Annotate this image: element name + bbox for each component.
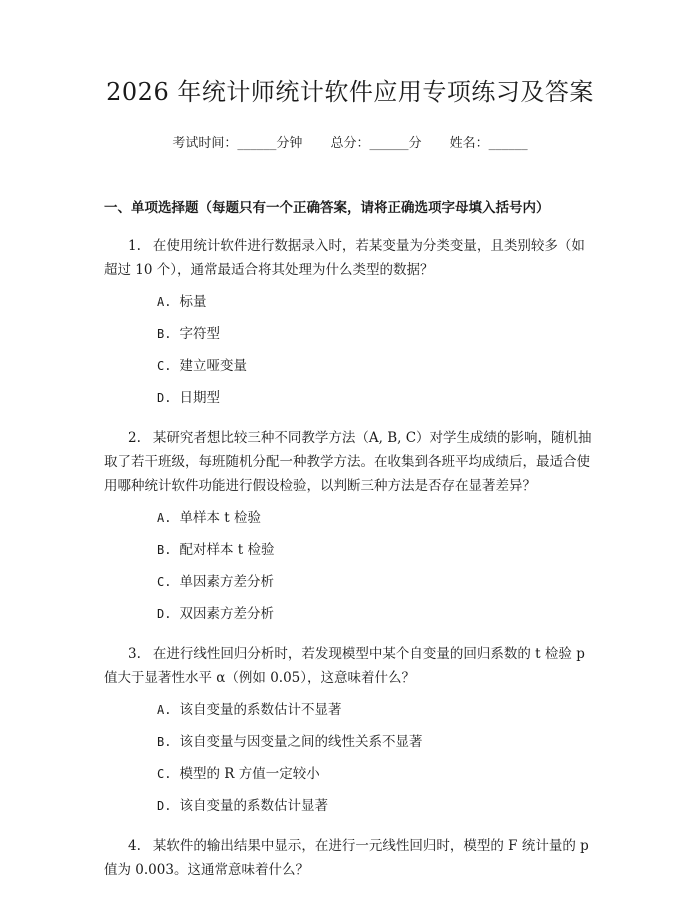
option-letter: D. <box>157 606 172 621</box>
option-text: 建立哑变量 <box>179 357 247 374</box>
option-c <box>104 762 596 786</box>
option-letter: C. <box>157 358 172 373</box>
document-title: 2026 年统计师统计软件应用专项练习及答案 <box>106 78 594 106</box>
option-a <box>104 290 596 314</box>
option-letter: B. <box>157 734 172 749</box>
option-c <box>104 570 596 594</box>
option-letter: A. <box>157 294 172 309</box>
question-number: 2. <box>128 429 141 446</box>
question-2-options <box>104 506 596 626</box>
question-1 <box>104 234 596 282</box>
option-letter: A. <box>157 510 172 525</box>
question-text: 在进行线性回归分析时，若发现模型中某个自变量的回归系数的 t 检验 p 值大于显著性水平 α（例如 0.05），这意味着什么？ <box>104 645 585 686</box>
total-score-field: 总分：______分 <box>330 135 422 151</box>
option-text: 双因素方差分析 <box>179 605 274 622</box>
option-text: 单样本 t 检验 <box>179 509 261 526</box>
option-letter: D. <box>157 390 172 405</box>
option-d <box>104 602 596 626</box>
option-letter: D. <box>157 798 172 813</box>
option-d <box>104 794 596 818</box>
exam-time-field: 考试时间：______分钟 <box>172 135 303 151</box>
option-text: 字符型 <box>179 325 220 342</box>
question-number: 4. <box>128 837 141 854</box>
option-text: 标量 <box>179 293 207 310</box>
option-c <box>104 354 596 378</box>
option-letter: C. <box>157 766 172 781</box>
question-1-options <box>104 290 596 410</box>
question-text: 某研究者想比较三种不同教学方法（A, B, C）对学生成绩的影响，随机抽取了若干班级，每班随机分配一种教学方法。在收集到各班平均成绩后，最适合使用哪种统计软件功能进行假设检验，以判断三种方法是否存在显著差异？ <box>104 429 592 494</box>
exam-meta-line <box>104 135 596 153</box>
option-letter: B. <box>157 542 172 557</box>
option-text: 日期型 <box>179 389 220 406</box>
question-text: 在使用统计软件进行数据录入时，若某变量为分类变量，且类别较多（如超过 10 个），通常最适合将其处理为什么类型的数据？ <box>104 237 585 278</box>
option-b <box>104 730 596 754</box>
question-3-options <box>104 698 596 818</box>
option-d <box>104 386 596 410</box>
option-text: 单因素方差分析 <box>179 573 274 590</box>
section-heading: 一、单项选择题（每题只有一个正确答案，请将正确选项字母填入括号内） <box>104 199 550 216</box>
question-number: 1. <box>128 237 141 254</box>
question-2 <box>104 426 596 498</box>
option-b <box>104 538 596 562</box>
option-a <box>104 698 596 722</box>
student-name-field: 姓名：______ <box>449 135 528 151</box>
question-4 <box>104 834 596 882</box>
option-letter: C. <box>157 574 172 589</box>
option-letter: A. <box>157 702 172 717</box>
option-text: 该自变量的系数估计不显著 <box>179 701 342 718</box>
option-b <box>104 322 596 346</box>
option-text: 配对样本 t 检验 <box>179 541 275 558</box>
option-text: 该自变量与因变量之间的线性关系不显著 <box>179 733 423 750</box>
question-text: 某软件的输出结果中显示，在进行一元线性回归时，模型的 F 统计量的 p 值为 0.003。这通常意味着什么？ <box>104 837 589 878</box>
option-a <box>104 506 596 530</box>
option-text: 模型的 R 方值一定较小 <box>179 765 320 782</box>
option-letter: B. <box>157 326 172 341</box>
question-number: 3. <box>128 645 141 662</box>
option-text: 该自变量的系数估计显著 <box>179 797 328 814</box>
question-3 <box>104 642 596 690</box>
